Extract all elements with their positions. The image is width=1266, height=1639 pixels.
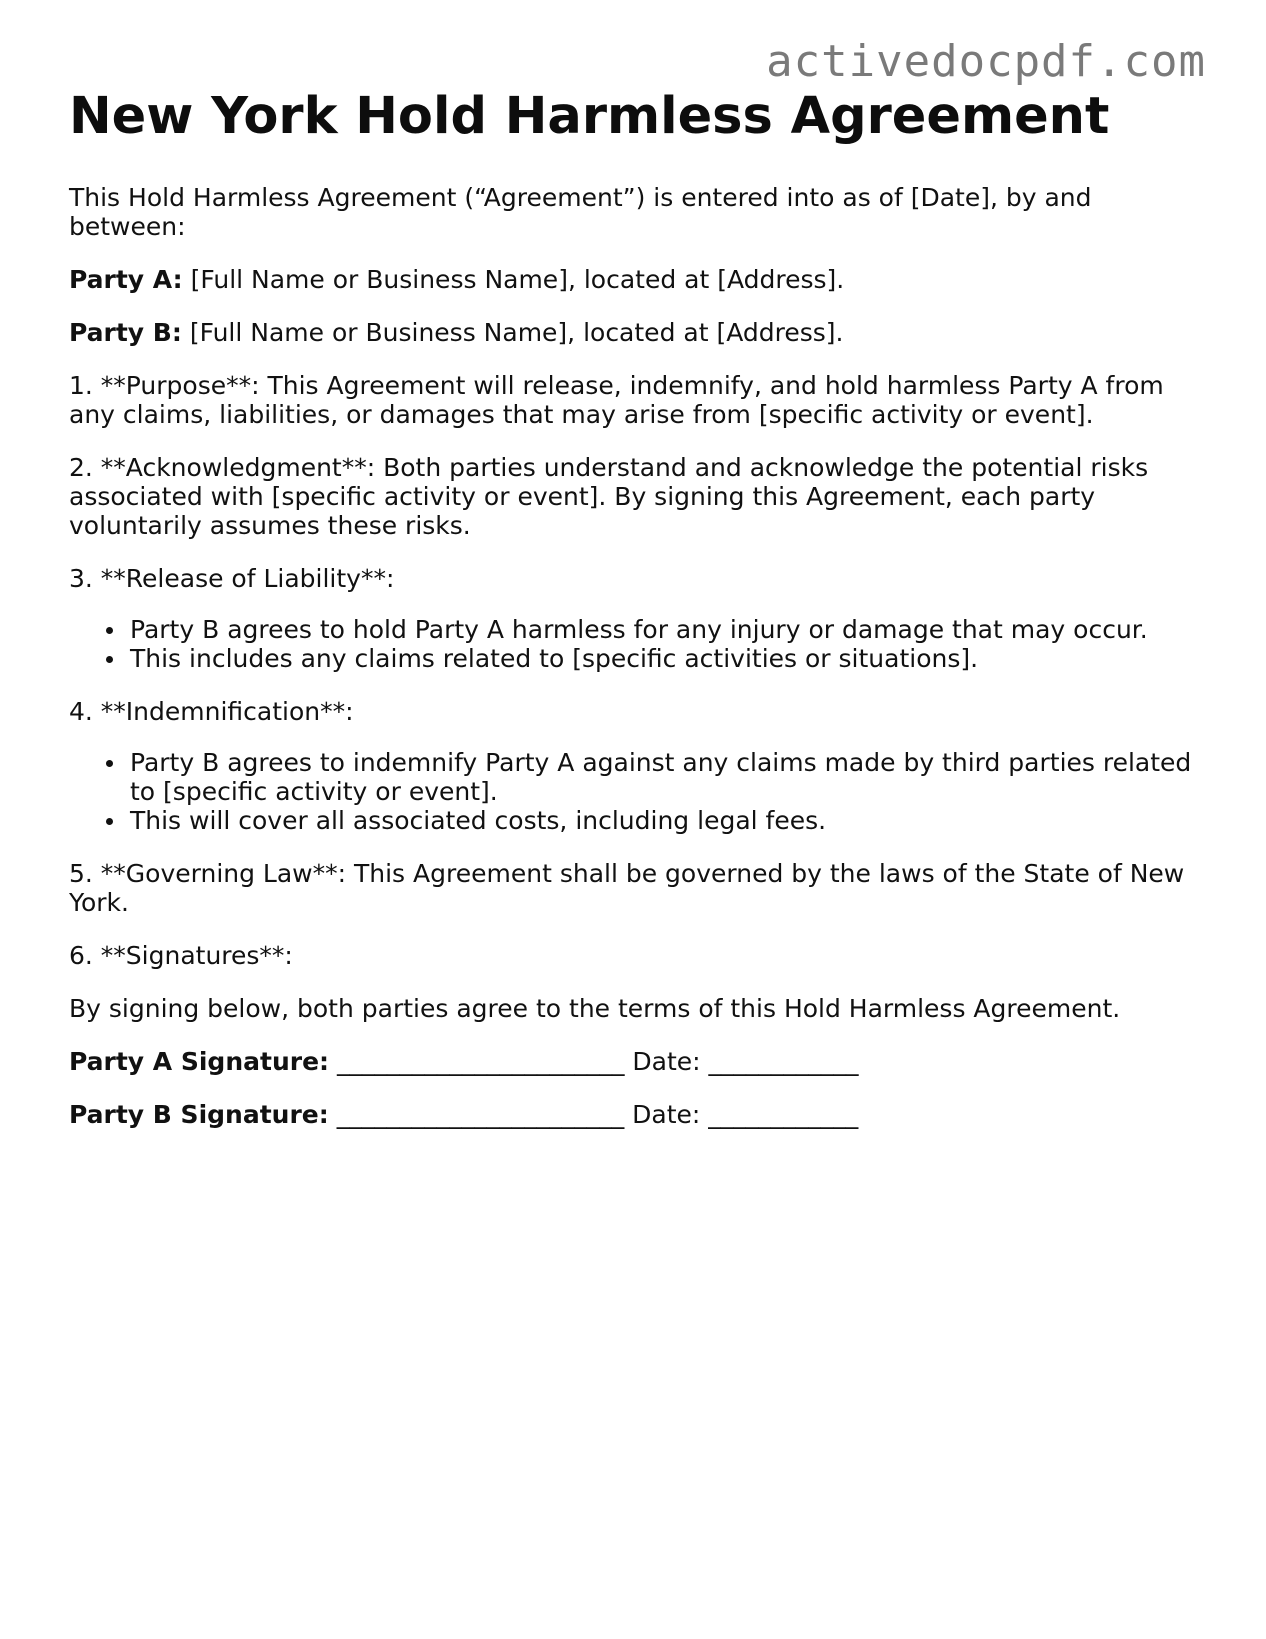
list-item: Party B agrees to hold Party A harmless for any injury or damage that may occur.	[130, 615, 1199, 644]
party-a-text: [Full Name or Business Name], located at [Address].	[190, 264, 845, 294]
party-b-signature-line	[69, 1100, 1199, 1129]
document-body	[69, 88, 1199, 1153]
release-list	[69, 615, 1199, 673]
watermark: activedocpdf.com	[766, 36, 1206, 87]
list-item: Party B agrees to indemnify Party A against any claims made by third parties related to [specific activity or event].	[130, 748, 1199, 806]
list-item: This includes any claims related to [specific activities or situations].	[130, 644, 1199, 673]
party-a-label: Party A:	[69, 264, 183, 294]
party-b-text: [Full Name or Business Name], located at [Address].	[189, 317, 844, 347]
party-b-signature-label: Party B Signature:	[69, 1099, 329, 1129]
party-a-signature-blank: _______________________ Date: ____________	[336, 1046, 859, 1076]
document-title: New York Hold Harmless Agreement	[69, 87, 1110, 146]
section-acknowledgment: 2. **Acknowledgment**: Both parties understand and acknowledge the potential risks associated with [specific activity or event]. By signing this Agreement, each party voluntarily assumes these risks.	[69, 452, 1149, 540]
section-release-heading: 3. **Release of Liability**:	[69, 563, 395, 593]
party-b-line	[69, 318, 1199, 347]
section-governing-law: 5. **Governing Law**: This Agreement shall be governed by the laws of the State of New York.	[69, 858, 1185, 917]
party-a-line	[69, 265, 1199, 294]
party-b-label: Party B:	[69, 317, 182, 347]
section-signatures-heading: 6. **Signatures**:	[69, 940, 293, 970]
party-a-signature-label: Party A Signature:	[69, 1046, 330, 1076]
list-item: This will cover all associated costs, including legal fees.	[130, 806, 1199, 835]
party-b-signature-blank: _______________________ Date: ____________	[336, 1099, 859, 1129]
signatures-intro: By signing below, both parties agree to the terms of this Hold Harmless Agreement.	[69, 993, 1121, 1023]
indemnification-list	[69, 748, 1199, 835]
section-purpose: 1. **Purpose**: This Agreement will release, indemnify, and hold harmless Party A from any claims, liabilities, or damages that may arise from [specific activity or event].	[69, 370, 1164, 429]
intro-paragraph: This Hold Harmless Agreement (“Agreement”) is entered into as of [Date], by and between:	[69, 182, 1092, 241]
party-a-signature-line	[69, 1047, 1199, 1076]
section-indemnification-heading: 4. **Indemnification**:	[69, 696, 354, 726]
